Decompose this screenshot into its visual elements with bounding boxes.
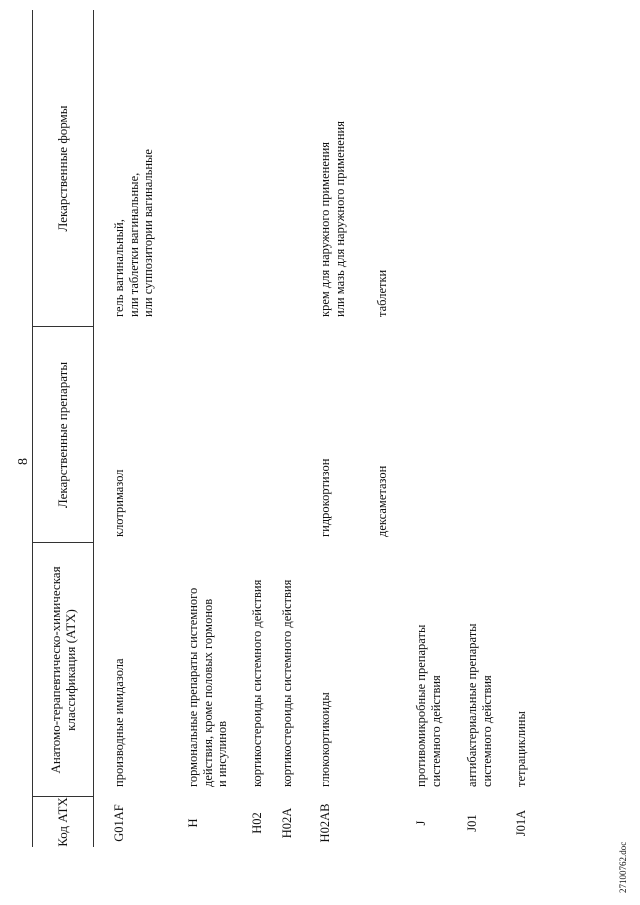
header-classification-line: классификация (АТХ) [62,609,78,731]
atc-classification [465,623,494,787]
table-top-rule [32,10,33,847]
atc-code: H02AB [318,803,332,843]
classification-line: кортикостероиды системного действия [280,579,294,787]
atc-code: H02A [280,807,294,839]
dosage-form-line: таблетки [375,269,389,317]
page-number: 8 [16,458,31,465]
atc-code: J [414,820,428,826]
dosage-form-line: или мазь для наружного применения [332,121,347,317]
classification-line: производные имидазола [112,658,126,787]
header-classification-line: Анатомо-терапевтическо-химическая [47,566,63,774]
atc-code: G01AF [112,804,126,842]
classification-line: и инсулинов [215,720,229,787]
header-forms: Лекарственные формы [55,105,70,232]
classification-line: антибактериальные препараты [465,623,479,787]
atc-classification [280,580,295,787]
dosage-form-line: или таблетки вагинальные, [126,172,141,317]
classification-line: действия, кроме половых гормонов [200,598,215,787]
atc-classification [186,588,230,787]
header-drugs: Лекарственные препараты [55,361,70,509]
classification-line: гормональные препараты системного [186,587,200,787]
atc-code: H02 [250,812,264,834]
classification-line: глюкокортикоиды [318,692,332,787]
document-id: 27100762.doc [618,841,628,893]
drug-name: дексаметазон [375,465,389,537]
classification-line: кортикостероиды системного действия [250,579,264,787]
atc-classification [514,711,529,787]
table-header-rule [93,10,94,847]
atc-classification [112,658,127,787]
dosage-form-line: или суппозитории вагинальные [141,149,155,317]
atc-code: J01A [514,809,528,837]
dosage-form-line: гель вагинальный, [112,219,126,317]
header-classification [34,543,91,797]
dosage-forms [112,149,156,317]
atc-code: H [186,818,200,828]
dosage-forms [375,270,390,317]
atc-classification [414,625,443,787]
header-code: Код АТХ [55,797,70,847]
classification-line: системного действия [428,675,443,787]
dosage-forms [318,121,347,317]
drug-name: гидрокортизон [318,458,332,537]
classification-line: тетрациклины [514,711,528,787]
atc-classification [318,692,333,787]
atc-classification [250,580,265,787]
atc-code: J01 [465,814,479,832]
dosage-form-line: крем для наружного применения [318,141,332,317]
classification-line: противомикробные препараты [414,624,428,787]
classification-line: системного действия [479,675,494,787]
drug-name: клотримазол [112,469,126,537]
